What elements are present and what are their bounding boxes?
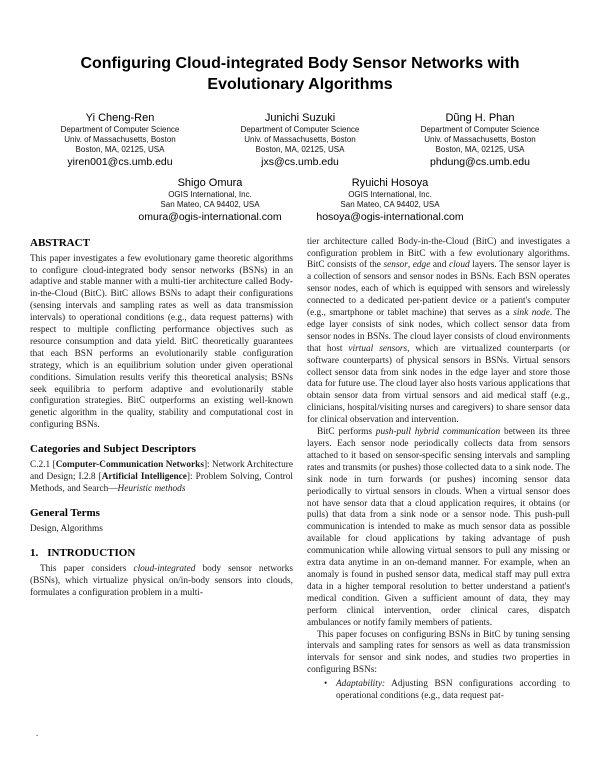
- body-paragraph-3: This paper focuses on configuring BSNs in BitC by tuning sensing intervals and sampling rates for sensors as well as data transmission intervals for sensor and sink nodes, and studies two properties in configuring BSNs:: [307, 629, 570, 676]
- author-name: Yi Cheng-Ren: [85, 111, 155, 124]
- author-row-2: [30, 177, 570, 224]
- author-block-dung-h-phan: [390, 112, 570, 169]
- author-block-yi-cheng-ren: [30, 112, 210, 169]
- section-heading-abstract: ABSTRACT: [30, 236, 90, 249]
- author-affiliation: Univ. of Massachusetts, Boston: [64, 134, 176, 144]
- author-email: jxs@cs.umb.edu: [261, 155, 339, 168]
- body-paragraph-1: tier architecture called Body-in-the-Cloud (BitC) and investigates a configuration problem in BitC with a few evolutionary algorithms. BitC consists of the sensor, edge and cloud layers. The sensor layer is a collection of sensors and sensor nodes in BSNs. Each BSN operates sensor nodes, each of which is equipped with sensors and wirelessly connected to a dedicated per-patient device or a patient's computer (e.g., smartphone or tablet machine) that serves as a sink node. The edge layer consists of sink nodes, which collect sensor data from sensor nodes in BSNs. The cloud layer consists of cloud environments that host virtual sensors, which are virtualized counterparts (or software counterparts) of physical sensors in BSNs. Virtual sensors collect sensor data from sink nodes in the edge layer and store those data for future use. The cloud layer also hosts various applications that obtain sensor data from virtual sensors and aid medical staff (e.g., clinicians, hospital/visiting nurses and caregivers) to share sensor data for clinical observation and intervention.: [307, 236, 571, 426]
- section-heading-introduction: [30, 547, 293, 560]
- list-item-adaptability: [307, 679, 570, 703]
- author-block-ryuichi-hosoya: [300, 177, 480, 224]
- abstract-paragraph: This paper investigates a few evolutionary game theoretic algorithms to configure cloud-integrated body sensor networks (BSNs) in an adaptive and stable manner with a multi-tier architecture called Body-in-the-Cloud (BitC). BitC allows BSNs to adapt their configurations (sensing intervals and sampling rates as well as data transmission intervals) to operational conditions (e.g., data request patterns) with respect to multiple conflicting performance objectives such as resource consumption and data yield. BitC theoretically guarantees that each BSN performs an evolutionarily stable configuration strategy, which is an equilibrium solution under given operational conditions. Simulation results verify this theoretical analysis; BSNs seek equilibria to perform adaptive and evolutionarily stable configuration strategies. BitC outperforms an existing well-known genetic algorithm in the quality, stability and computational cost in configuring BSNs.: [30, 253, 293, 431]
- author-affiliation: Department of Computer Science: [420, 124, 540, 134]
- author-affiliation: Department of Computer Science: [60, 124, 180, 134]
- body-columns: [30, 237, 570, 703]
- categories-paragraph: C.2.1 [Computer-Communication Networks]: Network Architecture and Design; I.2.8 [Artificial Intelligence]: Problem Solving, Control Methods, and Search—Heuristic methods: [30, 460, 293, 494]
- author-row-1: [30, 112, 570, 169]
- author-email: hosoya@ogis-international.com: [316, 210, 464, 223]
- section-heading-categories: Categories and Subject Descriptors: [30, 443, 196, 456]
- bullet-text: Adaptability: Adjusting BSN configurations according to operational conditions (e.g., data request pat-: [336, 679, 570, 702]
- author-email: phdung@cs.umb.edu: [430, 155, 530, 168]
- left-column: [30, 237, 293, 703]
- author-affiliation: San Mateo, CA 94402, USA: [340, 199, 440, 209]
- introduction-paragraph: This paper considers cloud-integrated body sensor networks (BSNs), which virtualize physical on/in-body sensors into clouds, formulates a configuration problem in a multi-: [30, 563, 294, 598]
- footnote-mark: .: [36, 728, 39, 738]
- author-email: omura@ogis-international.com: [138, 210, 282, 223]
- author-email: yiren001@cs.umb.edu: [67, 155, 173, 168]
- paper-title: Configuring Cloud-integrated Body Sensor Networks with Evolutionary Algorithms: [80, 55, 520, 93]
- author-block-junichi-suzuki: [210, 112, 390, 169]
- author-affiliation: OGIS International, Inc.: [348, 189, 432, 199]
- bullet-icon: •: [324, 679, 328, 690]
- body-paragraph-2: BitC performs push-pull hybrid communication between its three layers. Each sensor node periodically collects data from sensors attached to it based on sensor-specific sensing intervals and sampling rates and transmits (or pushes) those collected data to a sink node. The sink node in turn forwards (or pushes) incoming sensor data periodically to virtual sensors in clouds. When a virtual sensor does not have sensor data that a cloud application requires, it obtains (or pulls) that data from a sink node or a sensor node. This push-pull communication is intended to make as much sensor data as possible available for cloud applications by taking advantage of push communication while allowing virtual sensors to pull any missing or extra data anytime in an on-demand manner. For example, when an anomaly is found in pushed sensor data, medical staff may pull extra data in a higher temporal resolution to better understand a patient's medical condition. Given a sufficient amount of data, they may perform clinical intervention, order clinical cares, dispatch ambulances or notify family members of patients.: [307, 427, 570, 628]
- author-name: Shigo Omura: [177, 176, 243, 189]
- author-affiliation: Univ. of Massachusetts, Boston: [424, 134, 536, 144]
- author-name: Junichi Suzuki: [264, 111, 336, 124]
- author-affiliation: Boston, MA, 02125, USA: [255, 144, 345, 154]
- section-title: INTRODUCTION: [47, 546, 136, 559]
- author-name: Dũng H. Phan: [445, 111, 515, 124]
- general-terms-paragraph: Design, Algorithms: [30, 523, 103, 534]
- author-affiliation: San Mateo, CA 94402, USA: [160, 199, 260, 209]
- author-affiliation: OGIS International, Inc.: [168, 189, 252, 199]
- right-column: [307, 237, 570, 703]
- author-name: Ryuichi Hosoya: [351, 176, 429, 189]
- author-affiliation: Boston, MA, 02125, USA: [75, 144, 165, 154]
- author-affiliation: Univ. of Massachusetts, Boston: [244, 134, 356, 144]
- section-number: 1.: [30, 546, 39, 559]
- author-block-shigo-omura: [120, 177, 300, 224]
- section-heading-general-terms: General Terms: [30, 506, 100, 519]
- author-affiliation: Department of Computer Science: [240, 124, 360, 134]
- author-affiliation: Boston, MA, 02125, USA: [435, 144, 525, 154]
